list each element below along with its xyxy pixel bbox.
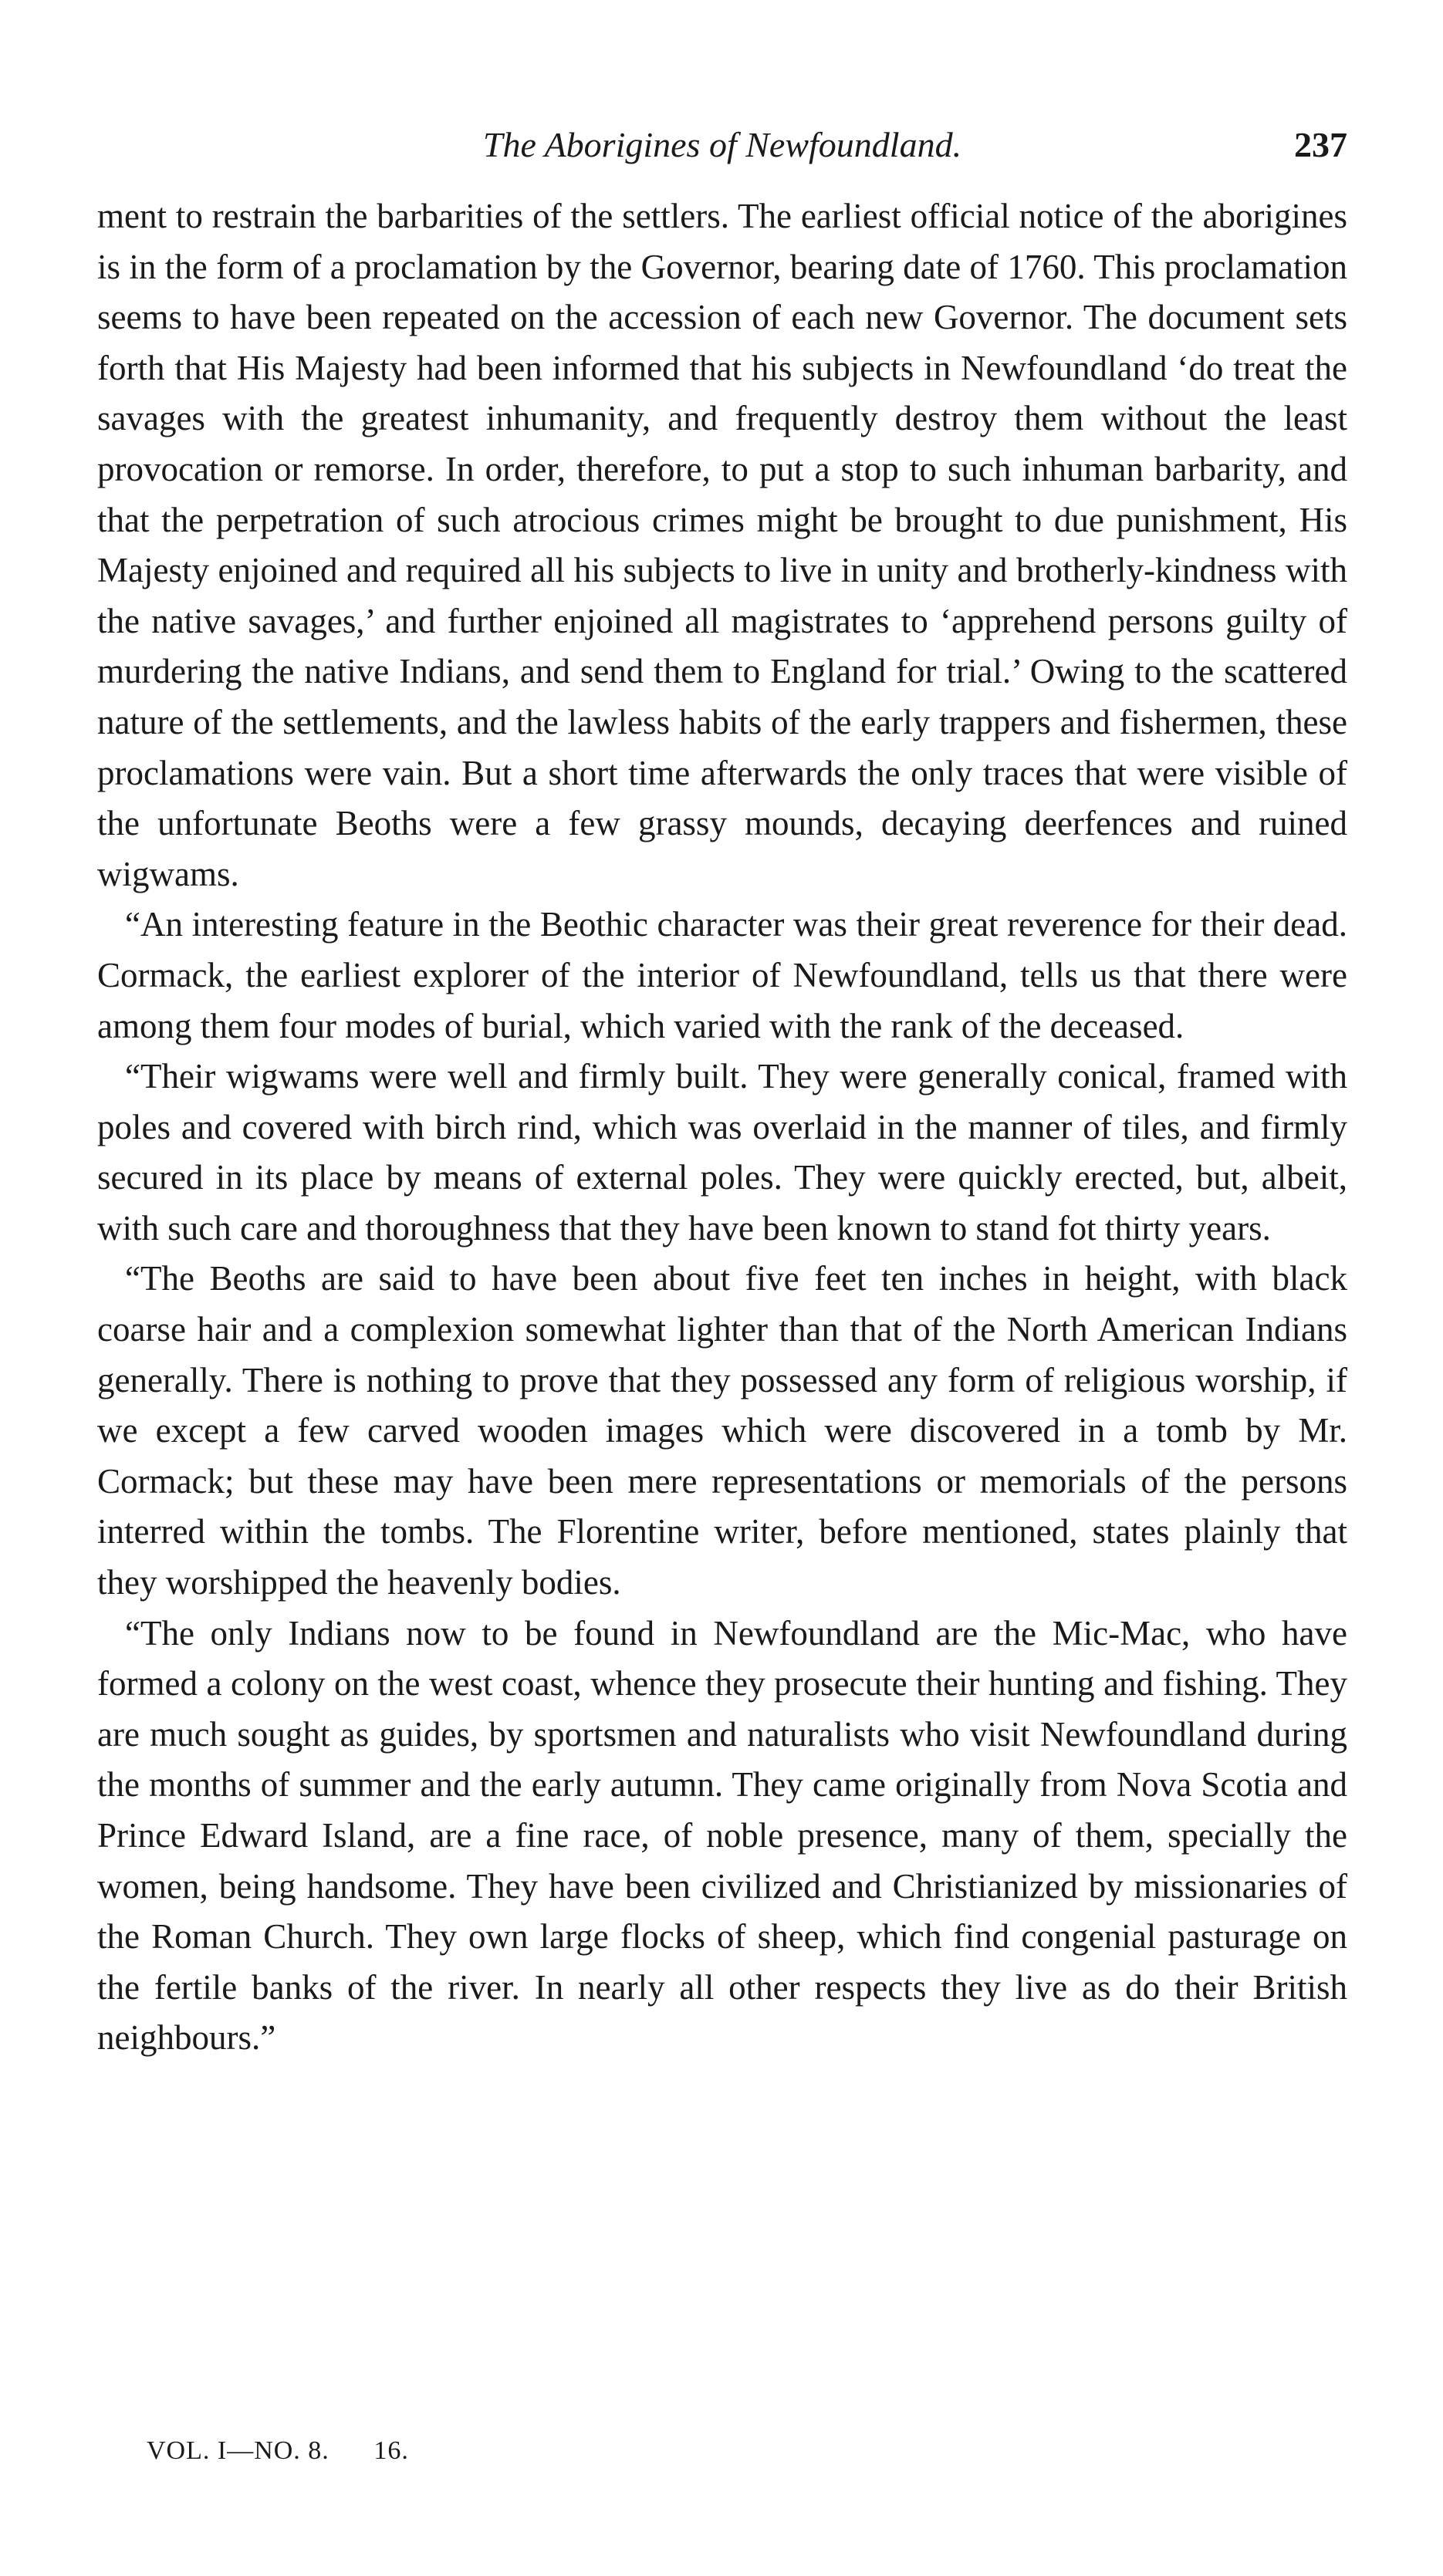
paragraph-reverence-for-dead: “An interesting feature in the Beothic character was their great reverence for their dead. Cormack, the earliest explorer of the interior of Newfoundland, tells us that there were among them four modes of burial, which varied with the rank of the deceased. [97, 905, 1347, 1045]
volume-number: VOL. I—NO. 8. [147, 2436, 329, 2465]
paragraph-continuation: ment to restrain the barbarities of the settlers. The earliest official notice of the aborigines is in the form of a proclamation by the Governor, bearing date of 1760. This proclamation seems to have been repeated on the accession of each new Governor. The document sets forth that His Majesty had been informed that his subjects in Newfoundland ‘do treat the savages with the greatest inhumanity, and frequently destroy them without the least provocation or remorse. In order, therefore, to put a stop to such inhuman barbarity, and that the perpetration of such atrocious crimes might be brought to due punishment, His Majesty enjoined and required all his subjects to live in unity and brotherly-kindness with the native savages,’ and further enjoined all magistrates to ‘apprehend persons guilty of murdering the native Indians, and send them to England for trial.’ Owing to the scattered nature of the settlements, and the lawless habits of the early trappers and fishermen, these proclamations were vain. But a short time afterwards the only traces that were visible of the unfortunate Beoths were a few grassy mounds, decaying deerfences and ruined wigwams. [97, 197, 1347, 893]
body-text [97, 191, 1347, 2064]
page-header [97, 114, 1347, 176]
signature-mark: 16. [373, 2436, 409, 2465]
paragraph-beoths-appearance: “The Beoths are said to have been about five feet ten inches in height, with black coarse hair and a complexion somewhat lighter than that of the North American Indians generally. There is nothing to prove that they possessed any form of religious worship, if we except a few carved wooden images which were discovered in a tomb by Mr. Cormack; but these may have been mere representations or memorials of the persons interred within the tombs. The Florentine writer, before mentioned, states plainly that they worshipped the heavenly bodies. [97, 1259, 1347, 1602]
paragraph-wigwams: “Their wigwams were well and firmly built. They were generally conical, framed with poles and covered with birch rind, which was overlaid in the manner of tiles, and firmly secured in its place by means of external poles. They were quickly erected, but, albeit, with such care and thoroughness that they have been known to stand fot thirty years. [97, 1057, 1347, 1247]
page-footer [147, 2432, 409, 2470]
running-title: The Aborigines of Newfoundland. [482, 125, 962, 164]
page-number: 237 [1294, 125, 1347, 164]
paragraph-micmac: “The only Indians now to be found in Newfoundland are the Mic-Mac, who have formed a colony on the west coast, whence they prosecute their hunting and fishing. They are much sought as guides, by sportsmen and naturalists who visit Newfoundland during the months of summer and the early autumn. They came originally from Nova Scotia and Prince Edward Island, are a fine race, of noble presence, many of them, specially the women, being handsome. They have been civilized and Christianized by missionaries of the Roman Church. They own large flocks of sheep, which find congenial pasturage on the fertile banks of the river. In nearly all other respects they live as do their British neighbours.” [97, 1613, 1347, 2058]
